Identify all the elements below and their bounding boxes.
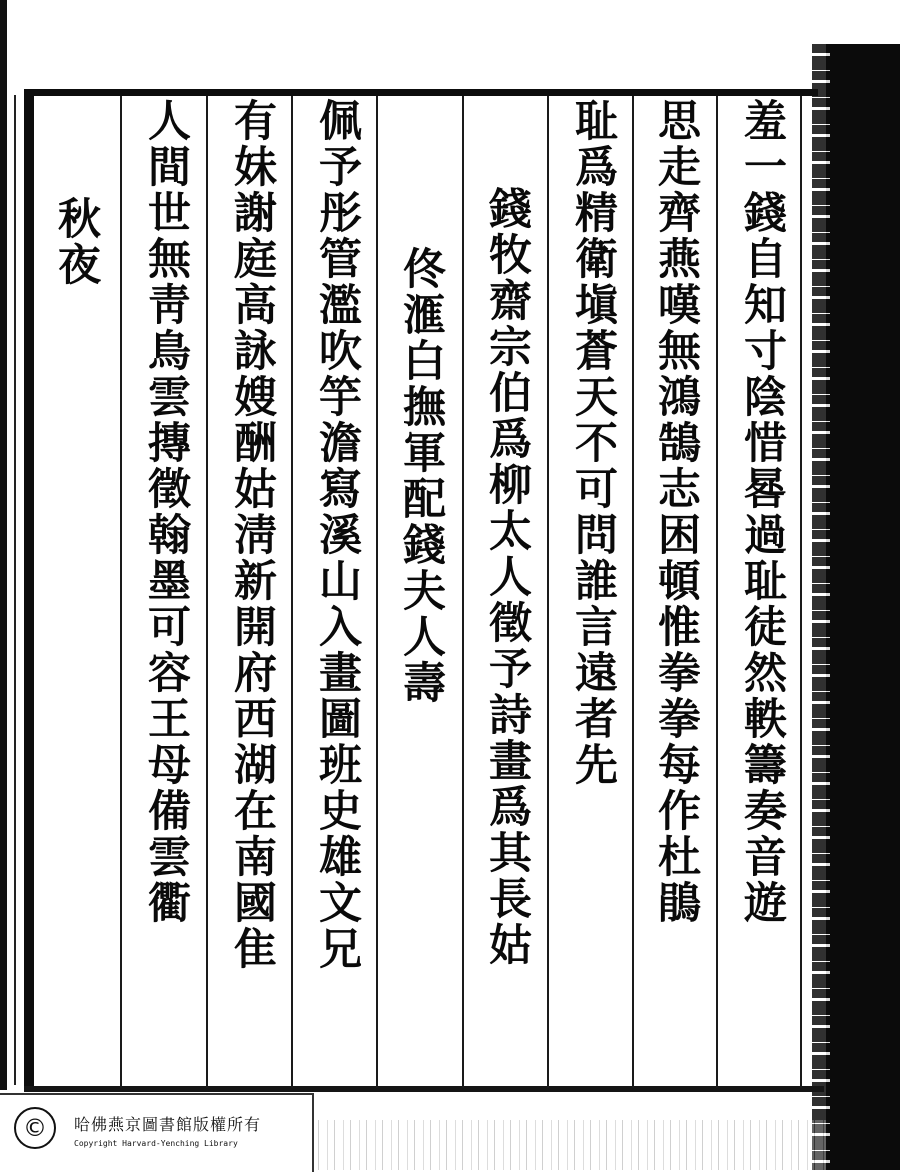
text-column-4: 錢牧齋宗伯爲柳太人徵予詩畫爲其長姑 <box>482 186 532 968</box>
text-column-2: 思走齊燕嘆無鴻鵠志困頓惟拳拳每作杜鵑 <box>651 98 701 926</box>
scan-noise <box>312 1120 826 1170</box>
text-column-5: 佟滙白撫軍配錢夫人壽 <box>396 246 446 706</box>
text-column-1: 羞一錢自知寸陰惜晷過耻徒然軼籌奏音遊 <box>737 98 787 926</box>
copyright-stamp <box>0 1093 314 1172</box>
column-rule <box>120 96 122 1088</box>
text-column-7: 有妹謝庭高詠嫂酬姑淸新開府西湖在南國隹 <box>227 98 277 972</box>
frame-bottom-border <box>24 1086 824 1092</box>
column-rule <box>462 96 464 1088</box>
copyright-symbol-icon: © <box>14 1107 56 1149</box>
text-column-3: 耻爲精衛塡蒼天不可問誰言遠者先 <box>568 98 618 788</box>
copyright-text-english: Copyright Harvard-Yenching Library <box>74 1139 238 1148</box>
text-column-6: 佩予彤管濫吹竽澹寫溪山入畫圖班史雄文兄 <box>312 98 362 972</box>
left-binding-line <box>14 95 16 1085</box>
column-rule <box>206 96 208 1088</box>
poem-title-column: 秋夜 <box>51 196 101 288</box>
frame-top-border <box>26 89 818 96</box>
column-rule <box>547 96 549 1088</box>
column-rule <box>716 96 718 1088</box>
text-column-8: 人間世無靑鳥雲摶徵翰墨可容王母備雲衢 <box>141 98 191 926</box>
copyright-text-chinese: 哈佛燕京圖書館版權所有 <box>74 1115 262 1134</box>
right-scan-edge <box>826 44 900 1170</box>
left-binding-edge <box>0 0 7 1090</box>
frame-left-border <box>24 89 34 1089</box>
